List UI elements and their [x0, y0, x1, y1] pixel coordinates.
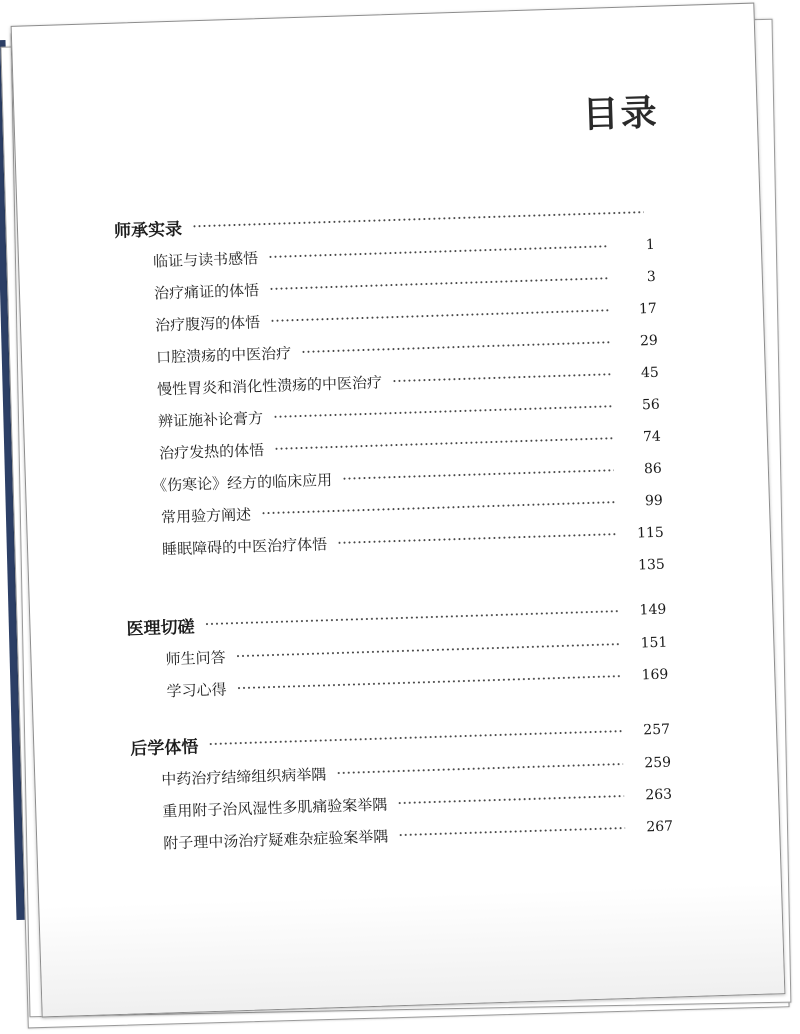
- page-number: 267: [646, 818, 674, 836]
- entry-title: 附子理中汤治疗疑难杂症验案举隅: [163, 826, 389, 853]
- dot-leader: [398, 827, 625, 836]
- dot-leader: [337, 533, 616, 544]
- dot-leader: [261, 501, 615, 514]
- dot-leader: [274, 437, 613, 450]
- page-number: 56: [641, 396, 661, 414]
- page-number: 135: [637, 556, 666, 574]
- dot-leader: [237, 675, 621, 689]
- dot-leader: [192, 211, 644, 227]
- page-number: 86: [643, 460, 663, 478]
- page-number: 151: [640, 634, 668, 652]
- entry-title: 治疗腹泻的体悟: [154, 312, 261, 335]
- page-number: 74: [642, 428, 662, 446]
- dot-leader: [397, 795, 624, 804]
- table-of-contents: [113, 191, 673, 860]
- dot-leader: [270, 309, 609, 322]
- page-number: 29: [639, 332, 659, 350]
- page-number: 259: [644, 754, 672, 772]
- dot-leader: [273, 405, 612, 418]
- entry-title: 学习心得: [166, 679, 227, 700]
- dot-leader: [235, 643, 619, 657]
- page-number: 149: [639, 601, 667, 619]
- dot-leader: [392, 373, 611, 382]
- dot-leader: [204, 610, 618, 625]
- page-number: 3: [646, 268, 657, 286]
- toc-page: [11, 3, 786, 1018]
- entry-title: 重用附子治风湿性多肌痛验案举隅: [162, 794, 388, 821]
- page-number: 1: [645, 236, 656, 254]
- dot-leader: [208, 730, 622, 745]
- entry-title: 师生问答: [165, 647, 226, 668]
- page-number: 263: [645, 786, 673, 804]
- dot-leader: [268, 245, 607, 258]
- section-title: 后学体悟: [130, 736, 199, 760]
- dot-leader: [342, 469, 614, 480]
- page-number: 257: [643, 721, 671, 739]
- section-title: 师承实录: [113, 219, 183, 242]
- dot-leader: [336, 763, 623, 774]
- entry-title: 《伤寒论》经方的临床应用: [151, 470, 333, 495]
- dot-leader: [269, 277, 608, 290]
- entry-title: 慢性胃炎和消化性溃疡的中医治疗: [156, 372, 383, 399]
- entry-title: 常用验方阐述: [160, 505, 252, 526]
- entry-title: 临证与读书感悟: [152, 248, 259, 271]
- entry-title: 辨证施补论膏方: [157, 408, 264, 430]
- entry-title: 睡眠障碍的中医治疗体悟: [161, 534, 328, 558]
- entry-title: 中药治疗结缔组织病举隅: [161, 764, 327, 789]
- entry-title: 治疗发热的体悟: [158, 440, 265, 462]
- dot-leader: [301, 341, 610, 353]
- page-number: 169: [641, 666, 669, 684]
- entry-title: 治疗痛证的体悟: [153, 280, 260, 303]
- page-title: 目录: [582, 92, 660, 136]
- section-title: 医理切磋: [126, 616, 195, 640]
- page-number: 115: [636, 524, 665, 542]
- page-number: 99: [644, 492, 664, 510]
- entry-title: 口腔溃疡的中医治疗: [155, 343, 292, 367]
- page-number: 45: [640, 364, 660, 382]
- page-number: 17: [638, 300, 658, 318]
